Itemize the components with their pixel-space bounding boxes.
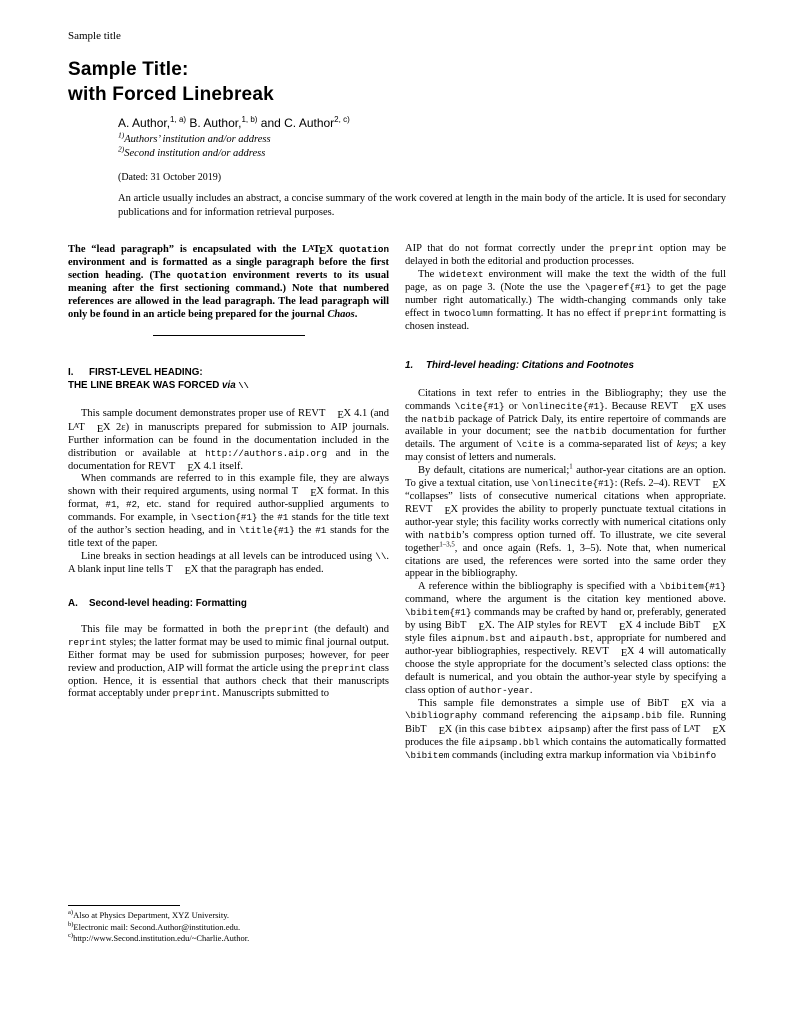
byline-block [118, 116, 726, 219]
left-column [68, 243, 389, 949]
right-column [405, 243, 726, 949]
section-number: I. [68, 366, 74, 378]
author-line: A. Author,$^{1, a)}$ B. Author,$^{1, b)}$ and C. Author$^{2, c)}$ [118, 115, 350, 131]
subsubsection-number: 1. [405, 359, 414, 371]
body-paragraph: This sample document demonstrates proper use of REVT EX 4.1 (and $L^AT$ EX 2ε) in manuscripts prepared for submission to AIP journals. Further information can be found in the documentation included in the distribution or available at http://authors.aip.org and in the documentation for REVT EX 4.1 itself. [68, 407, 390, 474]
subsubsection-heading-third-level [405, 360, 726, 372]
affiliation-2: $^{2)}$Second institution and/or address [118, 144, 266, 160]
footnote-b: $^{b)}$Electronic mail: Second.Author@institution.edu. [68, 920, 241, 932]
abstract-text: An article usually includes an abstract, a concise summary of the work covered at length in the main body of the article. It is used for secondary publications and for information retrieval purposes. [118, 192, 726, 218]
footnote-rule [68, 905, 180, 906]
section-title-line-1: FIRST-LEVEL HEADING: [89, 366, 203, 378]
section-heading-first-level [68, 366, 389, 393]
title-line-2: with Forced Linebreak [68, 83, 274, 105]
section-title-line-2: THE LINE BREAK WAS FORCED via \\ [68, 380, 249, 392]
dated-line: (Dated: 31 October 2019) [118, 171, 222, 183]
body-paragraph: This sample file demonstrates a simple use of BibT EX via a \bibliography command referencing the aipsamp.bib file. Running BibT EX (in this case bibtex aipsamp) after the first pass of $L^AT$ EX produces the file aipsamp.bbl which contains the automatically formatted \bibitem commands (including extra markup information via \bibinfo [405, 697, 726, 762]
body-paragraph: By default, citations are numerical;$^1$ author-year citations are an option. To give a textual citation, use \onlinecite{#1}: (Refs. 2–4). REVT EX “collapses” lists of consecutive numerical citations when appropriate. REVT EX provides the ability to properly punctuate textual citations in author-year style; this facility works correctly with numerical citations only with natbib’s compress option turned off. To illustrate, we cite several together$^{1-3,5}$, and once again (Refs. 1, 3–5). Note that, when numerical citations are used, the references were sorted into the same order they appear in the bibliography. [405, 463, 727, 580]
subsection-number: A. [68, 597, 78, 609]
affiliation-1: $^{1)}$Authors’ institution and/or address [118, 130, 271, 146]
body-paragraph: This file may be formatted in both the preprint (the default) and reprint styles; the latter format may be used to mimic final journal output. Either format may be used for submission purposes; however, for peer review and production, AIP will format the article using the preprint class option. Hence, it is essential that authors check that their manuscripts format acceptably under preprint. Manuscripts submitted to [68, 623, 389, 700]
lead-separator-rule [153, 335, 305, 336]
subsection-heading-second-level [68, 597, 389, 610]
body-paragraph: Line breaks in section headings at all levels can be introduced using \\. A blank input line tells T EX that the paragraph has ended. [68, 550, 389, 577]
two-column-body [68, 243, 726, 949]
paper-title [68, 58, 726, 107]
running-head: Sample title [68, 30, 121, 42]
body-paragraph: Citations in text refer to entries in the Bibliography; they use the commands \cite{#1} or \onlinecite{#1}. Because REVT EX uses the natbib package of Patrick Daly, its entire repertoire of commands are available in your document; see the natbib documentation for further details. The argument of \cite is a comma-separated list of keys; a key may consist of letters and numerals. [405, 387, 727, 464]
author-footnotes [68, 905, 389, 950]
body-paragraph: When commands are referred to in this example file, they are always shown with their required arguments, using normal T EX format. In this format, #1, #2, etc. stand for required author-supplied arguments to commands. For example, in \section{#1} the #1 stands for the title text of the author’s section heading, and in \title{#1} the #1 stands for the title text of the paper. [68, 473, 390, 549]
body-paragraph: The widetext environment will make the text the width of the full page, as on page 3. (Note the use the \pageref{#1} to get the page number right automatically.) The width-changing commands only take effect in twocolumn formatting. It has no effect if preprint formatting is chosen instead. [405, 269, 726, 332]
body-paragraph: AIP that do not format correctly under the preprint option may be delayed in both the editorial and production processes. [405, 243, 726, 268]
body-paragraph: A reference within the bibliography is specified with a \bibitem{#1} command, where the argument is the citation key mentioned above. \bibitem{#1} commands may be crafted by hand or, preferably, generated by using BibT EX. The AIP styles for REVT EX 4 include BibT EX style files aipnum.bst and aipauth.bst, appropriate for numbered and author-year bibliographies, respectively. REVT EX 4 will automatically choose the style appropriate for the document’s selected class options: the default is numerical, and you obtain the author-year style by specifying a class option of author-year. [405, 581, 727, 696]
title-line-1: Sample Title: [68, 59, 189, 80]
footnote-a: $^{a)}$Also at Physics Department, XYZ University. [68, 908, 230, 920]
lead-paragraph: The “lead paragraph” is encapsulated with the $L^ATEX$ quotation environment and is formatted as a single paragraph before the first section heading. (The quotation environment reverts to its usual meaning after the first sectioning command.) Note that numbered references are allowed in the lead paragraph. The lead paragraph will only be found in an article being prepared for the journal Chaos. [68, 243, 390, 321]
subsubsection-title: Third-level heading: Citations and Footnotes [426, 359, 634, 371]
footnote-c: $^{c)}$http://www.Second.institution.edu/~Charlie.Author. [68, 932, 250, 944]
subsection-title: Second-level heading: Formatting [89, 597, 247, 609]
